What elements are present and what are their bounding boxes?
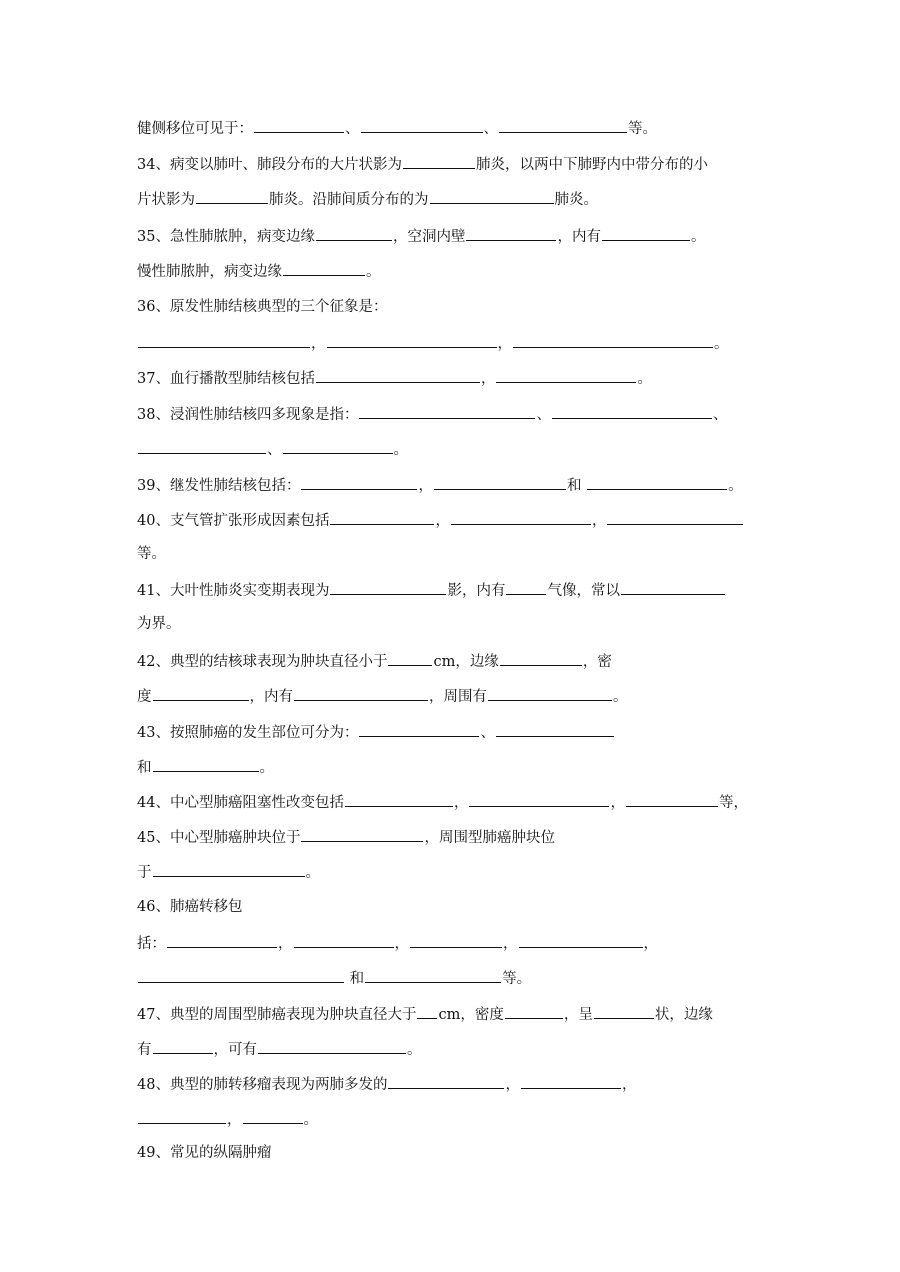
line-text: ， bbox=[591, 513, 607, 529]
answer-blank[interactable] bbox=[365, 967, 501, 983]
line-text: 36、原发性肺结核典型的三个征象是： bbox=[137, 299, 388, 315]
question-46-line-2 bbox=[137, 932, 658, 954]
answer-blank[interactable] bbox=[519, 932, 643, 948]
answer-blank[interactable] bbox=[301, 474, 417, 490]
answer-blank[interactable] bbox=[153, 861, 305, 877]
answer-blank[interactable] bbox=[258, 1038, 406, 1054]
line-text: ，密 bbox=[582, 654, 612, 670]
line-text: 于 bbox=[137, 865, 152, 881]
line-text: 44、中心型肺癌阻塞性改变包括 bbox=[137, 795, 344, 811]
line-text: 状，边缘 bbox=[654, 1007, 713, 1023]
question-47-line-2 bbox=[137, 1038, 422, 1060]
line-text: 、 bbox=[712, 407, 728, 423]
answer-blank[interactable] bbox=[594, 1003, 654, 1019]
line-text: 38、浸润性肺结核四多现象是指： bbox=[137, 407, 359, 423]
question-47-line-1 bbox=[137, 1003, 713, 1025]
answer-blank[interactable] bbox=[403, 153, 475, 169]
question-43-line-1 bbox=[137, 721, 615, 743]
question-48-line-2 bbox=[137, 1108, 318, 1130]
question-48-line-1 bbox=[137, 1073, 636, 1095]
line-text: 影，内有 bbox=[447, 583, 506, 599]
answer-blank[interactable] bbox=[430, 188, 554, 204]
answer-blank[interactable] bbox=[626, 791, 718, 807]
question-45-line-2 bbox=[137, 861, 320, 883]
answer-blank[interactable] bbox=[330, 509, 434, 525]
line-text: 慢性肺脓肿，病变边缘 bbox=[137, 264, 282, 280]
line-text: 、 bbox=[345, 121, 360, 137]
line-text: 和 bbox=[137, 760, 152, 776]
line-text: 40、支气管扩张形成因素包括 bbox=[137, 513, 330, 529]
line-text: 48、典型的肺转移瘤表现为两肺多发的 bbox=[137, 1077, 388, 1093]
line-text: ， bbox=[394, 936, 409, 952]
answer-blank[interactable] bbox=[417, 1003, 437, 1019]
answer-blank[interactable] bbox=[496, 367, 636, 383]
line-text: 、 bbox=[267, 442, 282, 458]
line-text: ，可有 bbox=[213, 1042, 257, 1058]
question-42-line-1 bbox=[137, 650, 612, 672]
line-text: 和 bbox=[345, 971, 365, 987]
line-text: 35、急性肺脓肿，病变边缘 bbox=[137, 229, 315, 245]
line-text: cm，密度 bbox=[438, 1007, 504, 1023]
line-text: 括： bbox=[137, 936, 166, 952]
answer-blank[interactable] bbox=[513, 332, 713, 348]
question-35-line-1 bbox=[137, 225, 705, 247]
answer-blank[interactable] bbox=[330, 579, 446, 595]
answer-blank[interactable] bbox=[388, 650, 432, 666]
answer-blank[interactable] bbox=[196, 188, 268, 204]
answer-blank[interactable] bbox=[316, 367, 480, 383]
line-text: 49、常见的纵隔肿瘤 bbox=[137, 1145, 272, 1161]
answer-blank[interactable] bbox=[167, 932, 277, 948]
line-text: 肺炎。沿肺间质分布的为 bbox=[269, 192, 429, 208]
line-text: 等。 bbox=[137, 546, 166, 562]
question-40-line-2 bbox=[137, 544, 166, 564]
question-49-line-1 bbox=[137, 1143, 271, 1163]
answer-blank[interactable] bbox=[505, 1003, 563, 1019]
line-text: 。 bbox=[407, 1042, 422, 1058]
line-text: 39、继发性肺结核包括： bbox=[137, 478, 301, 494]
question-41-line-1 bbox=[137, 579, 726, 601]
answer-blank[interactable] bbox=[283, 438, 393, 454]
answer-blank[interactable] bbox=[316, 225, 392, 241]
line-text: 37、血行播散型肺结核包括 bbox=[137, 371, 315, 387]
line-text: ， bbox=[227, 1112, 242, 1128]
line-text: ， bbox=[278, 936, 293, 952]
answer-blank[interactable] bbox=[327, 332, 497, 348]
line-text: 、 bbox=[536, 407, 551, 423]
line-text: 45、中心型肺癌肿块位于 bbox=[137, 830, 301, 846]
question-34-line-2 bbox=[137, 188, 598, 210]
line-text: 。 bbox=[714, 336, 729, 352]
line-text: 。 bbox=[393, 442, 408, 458]
line-text: ， bbox=[480, 371, 496, 387]
answer-blank[interactable] bbox=[153, 756, 259, 772]
line-text: ， bbox=[311, 336, 326, 352]
answer-blank[interactable] bbox=[388, 1073, 504, 1089]
line-text: ， bbox=[497, 336, 512, 352]
answer-blank[interactable] bbox=[138, 332, 310, 348]
line-text: 。 bbox=[259, 760, 274, 776]
answer-blank[interactable] bbox=[621, 579, 725, 595]
answer-blank[interactable] bbox=[469, 791, 609, 807]
line-text: 、 bbox=[480, 725, 495, 741]
line-text: ，呈 bbox=[563, 1007, 593, 1023]
line-text: 健侧移位可见于： bbox=[137, 121, 253, 137]
question-37-line-1 bbox=[137, 367, 652, 389]
line-text: 度 bbox=[137, 689, 152, 705]
line-text: 等， bbox=[718, 795, 748, 811]
answer-blank[interactable] bbox=[361, 117, 483, 133]
question-44-line-1 bbox=[137, 791, 748, 813]
line-text: ，周围型肺癌肿块位 bbox=[424, 830, 555, 846]
line-text: 。 bbox=[690, 229, 706, 245]
answer-blank[interactable] bbox=[153, 1038, 213, 1054]
answer-blank[interactable] bbox=[500, 650, 582, 666]
question-46-line-1 bbox=[137, 897, 242, 917]
answer-blank[interactable] bbox=[506, 579, 546, 595]
line-text: cm，边缘 bbox=[433, 654, 499, 670]
question-43-line-2 bbox=[137, 756, 274, 778]
answer-blank[interactable] bbox=[521, 1073, 621, 1089]
answer-blank[interactable] bbox=[294, 932, 394, 948]
line-text: 。 bbox=[305, 865, 320, 881]
line-text: 34、病变以肺叶、肺段分布的大片状影为 bbox=[137, 157, 402, 173]
line-text: ， bbox=[621, 1077, 637, 1093]
line-text: 。 bbox=[303, 1112, 318, 1128]
line-text: ， bbox=[453, 795, 469, 811]
line-text: ， bbox=[610, 795, 625, 811]
answer-blank[interactable] bbox=[138, 438, 266, 454]
line-text: 气像，常以 bbox=[547, 583, 620, 599]
question-35-line-2 bbox=[137, 260, 381, 282]
line-text: 为界。 bbox=[137, 616, 181, 632]
line-text: 。 bbox=[366, 264, 381, 280]
line-text: ， bbox=[505, 1077, 520, 1093]
line-text: 肺炎。 bbox=[554, 192, 598, 208]
question-41-line-2 bbox=[137, 614, 181, 634]
answer-blank[interactable] bbox=[587, 474, 727, 490]
line-text: 。 bbox=[728, 478, 743, 494]
line-text: ，空洞内壁 bbox=[392, 229, 466, 245]
question-34-line-1 bbox=[137, 153, 708, 175]
line-text: 、 bbox=[483, 121, 498, 137]
question-36-line-2 bbox=[137, 332, 729, 354]
line-text: 。 bbox=[637, 371, 652, 387]
answer-blank[interactable] bbox=[496, 721, 614, 737]
question-45-line-1 bbox=[137, 826, 555, 848]
line-text: 43、按照肺癌的发生部位可分为： bbox=[137, 725, 359, 741]
answer-blank[interactable] bbox=[451, 509, 591, 525]
answer-blank[interactable] bbox=[607, 509, 743, 525]
answer-blank[interactable] bbox=[254, 117, 344, 133]
answer-blank[interactable] bbox=[466, 225, 556, 241]
answer-blank[interactable] bbox=[301, 826, 423, 842]
answer-blank[interactable] bbox=[499, 117, 627, 133]
line-text: 片状影为 bbox=[137, 192, 195, 208]
answer-blank[interactable] bbox=[138, 1108, 226, 1124]
answer-blank[interactable] bbox=[359, 721, 479, 737]
line-text: 等。 bbox=[502, 971, 532, 987]
question-36-line-1 bbox=[137, 297, 387, 317]
line-text: 。 bbox=[613, 689, 628, 705]
question-38-line-2 bbox=[137, 438, 408, 460]
line-text: ，内有 bbox=[249, 689, 293, 705]
text-line-1 bbox=[137, 117, 657, 139]
answer-blank[interactable] bbox=[283, 260, 365, 276]
question-39-line-1 bbox=[137, 474, 743, 496]
line-text: ， bbox=[643, 936, 658, 952]
line-text: ， bbox=[418, 478, 433, 494]
answer-blank[interactable] bbox=[410, 932, 502, 948]
line-text: 46、肺癌转移包 bbox=[137, 899, 243, 915]
question-38-line-1 bbox=[137, 403, 727, 425]
question-46-line-3 bbox=[137, 967, 531, 989]
line-text: 42、典型的结核球表现为肿块直径小于 bbox=[137, 654, 388, 670]
line-text: ，内有 bbox=[557, 229, 601, 245]
answer-blank[interactable] bbox=[153, 685, 249, 701]
answer-blank[interactable] bbox=[602, 225, 690, 241]
line-text: ， bbox=[503, 936, 518, 952]
question-40-line-1 bbox=[137, 509, 744, 531]
answer-blank[interactable] bbox=[552, 403, 712, 419]
answer-blank[interactable] bbox=[345, 791, 453, 807]
line-text: 等。 bbox=[628, 121, 657, 137]
line-text: 有 bbox=[137, 1042, 152, 1058]
answer-blank[interactable] bbox=[243, 1108, 303, 1124]
line-text: ，周围有 bbox=[429, 689, 487, 705]
answer-blank[interactable] bbox=[138, 967, 344, 983]
answer-blank[interactable] bbox=[359, 403, 535, 419]
answer-blank[interactable] bbox=[488, 685, 612, 701]
line-text: 肺炎，以两中下肺野内中带分布的小 bbox=[475, 157, 708, 173]
answer-blank[interactable] bbox=[294, 685, 428, 701]
question-42-line-2 bbox=[137, 685, 628, 707]
line-text: ， bbox=[435, 513, 450, 529]
line-text: 47、典型的周围型肺癌表现为肿块直径大于 bbox=[137, 1007, 417, 1023]
line-text: 和 bbox=[566, 478, 587, 494]
line-text: 41、大叶性肺炎实变期表现为 bbox=[137, 583, 330, 599]
answer-blank[interactable] bbox=[434, 474, 566, 490]
